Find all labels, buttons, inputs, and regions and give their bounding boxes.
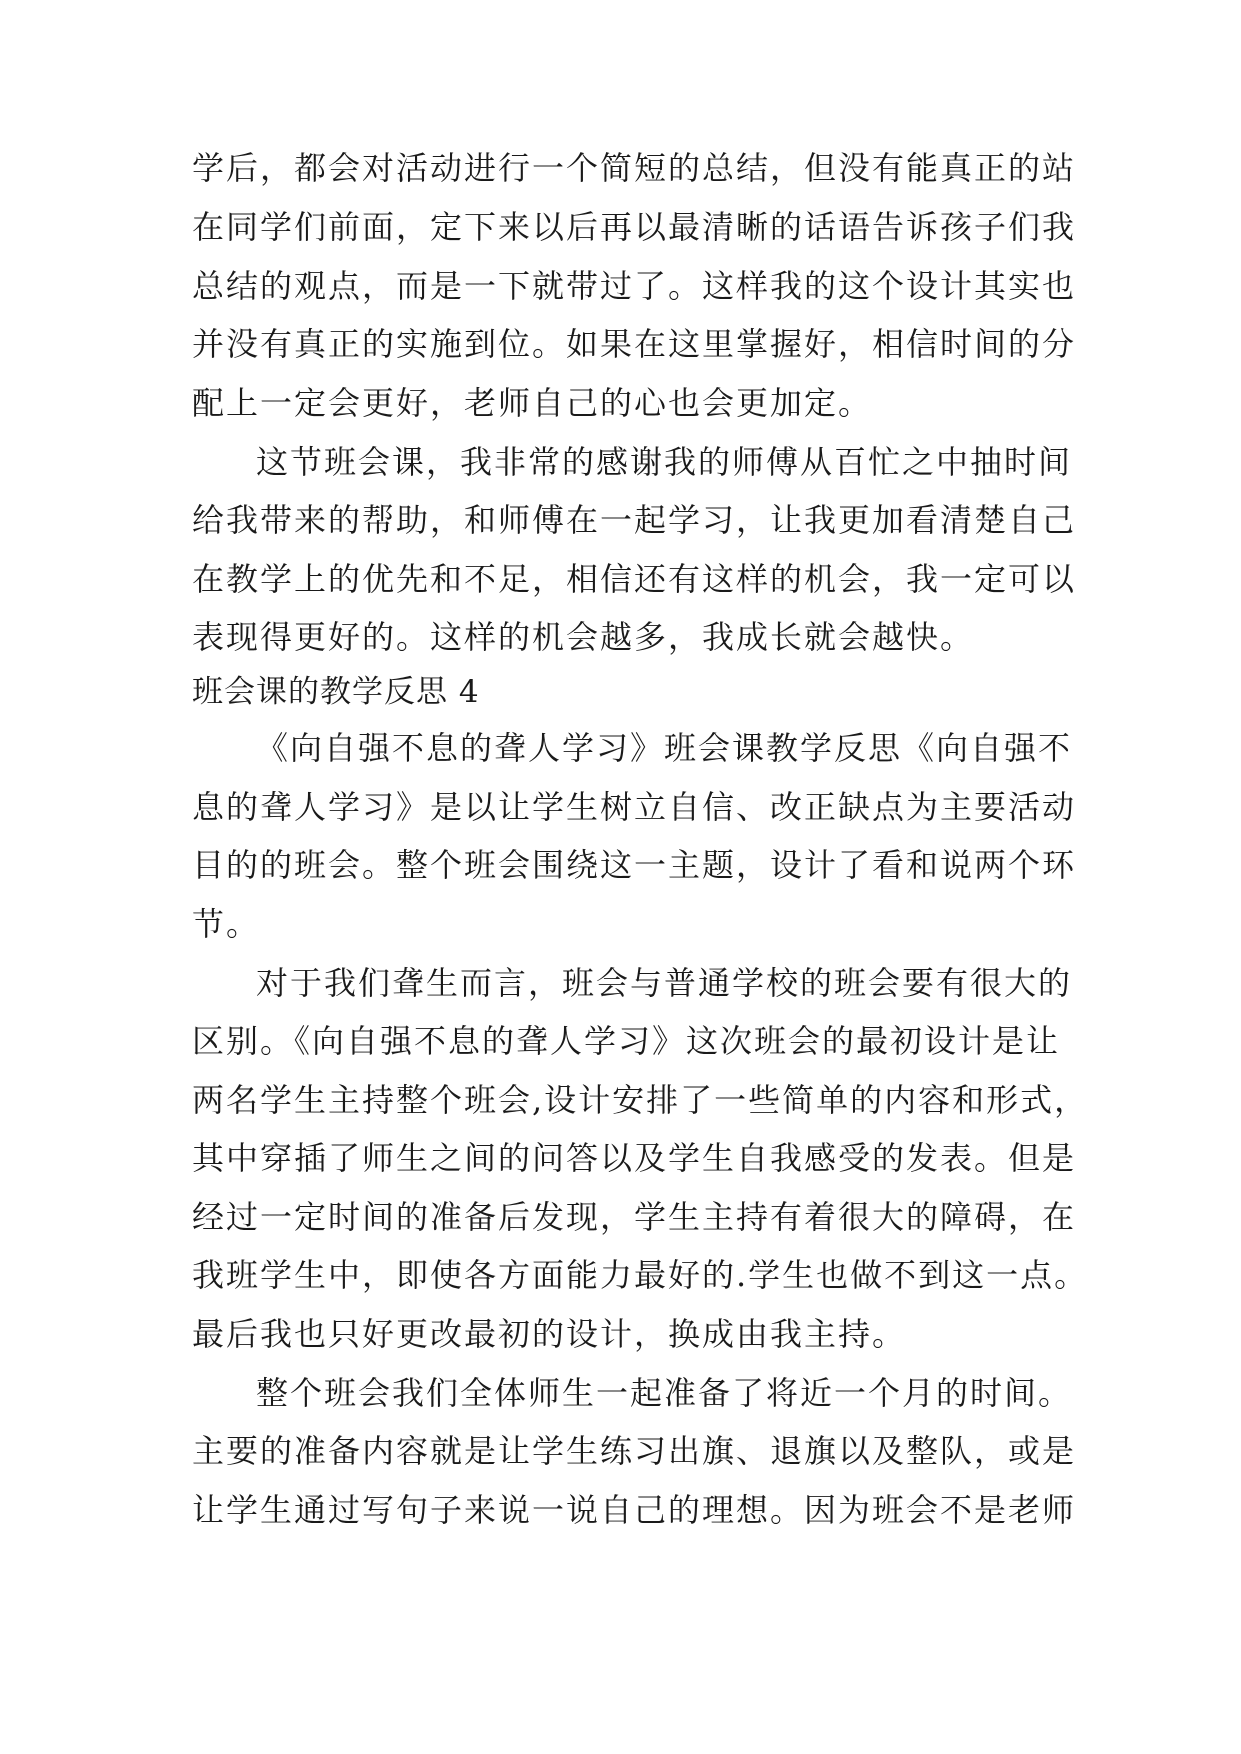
- text-line: 经过一定时间的准备后发现，学生主持有着很大的障碍，在: [192, 1198, 1077, 1236]
- text-line: 我班学生中，即使各方面能力最好的.学生也做不到这一点。: [192, 1256, 1089, 1294]
- text-line: 配上一定会更好，老师自己的心也会更加定。: [192, 384, 873, 422]
- text-line: 学后，都会对活动进行一个简短的总结，但没有能真正的站: [192, 149, 1077, 187]
- paragraph-first-line: 整个班会我们全体师生一起准备了将近一个月的时间。: [256, 1374, 1073, 1412]
- text-line: 息的聋人学习》是以让学生树立自信、改正缺点为主要活动: [192, 788, 1077, 826]
- text-line: 总结的观点，而是一下就带过了。这样我的这个设计其实也: [192, 267, 1077, 305]
- text-line: 表现得更好的。这样的机会越多，我成长就会越快。: [192, 618, 975, 656]
- paragraph-first-line: 《向自强不息的聋人学习》班会课教学反思《向自强不: [256, 729, 1073, 767]
- text-line: 在同学们前面，定下来以后再以最清晰的话语告诉孩子们我: [192, 208, 1077, 246]
- text-line: 区别。《向自强不息的聋人学习》这次班会的最初设计是让: [192, 1022, 1061, 1060]
- text-line: 让学生通过写句子来说一说自己的理想。因为班会不是老师: [192, 1491, 1077, 1529]
- text-line: 节。: [192, 905, 261, 943]
- text-line: 并没有真正的实施到位。如果在这里掌握好，相信时间的分: [192, 325, 1077, 363]
- section-heading: 班会课的教学反思 4: [192, 674, 480, 710]
- text-line: 给我带来的帮助，和师傅在一起学习，让我更加看清楚自己: [192, 501, 1077, 539]
- text-line: 在教学上的优先和不足，相信还有这样的机会，我一定可以: [192, 560, 1077, 598]
- paragraph-first-line: 这节班会课，我非常的感谢我的师傅从百忙之中抽时间: [256, 443, 1073, 481]
- text-line: 其中穿插了师生之间的问答以及学生自我感受的发表。但是: [192, 1139, 1077, 1177]
- text-line: 最后我也只好更改最初的设计，换成由我主持。: [192, 1315, 907, 1353]
- text-line: 主要的准备内容就是让学生练习出旗、退旗以及整队，或是: [192, 1432, 1077, 1470]
- text-line: 两名学生主持整个班会,设计安排了一些简单的内容和形式，: [192, 1081, 1089, 1119]
- text-line: 目的的班会。整个班会围绕这一主题，设计了看和说两个环: [192, 846, 1077, 884]
- paragraph-first-line: 对于我们聋生而言，班会与普通学校的班会要有很大的: [256, 964, 1073, 1002]
